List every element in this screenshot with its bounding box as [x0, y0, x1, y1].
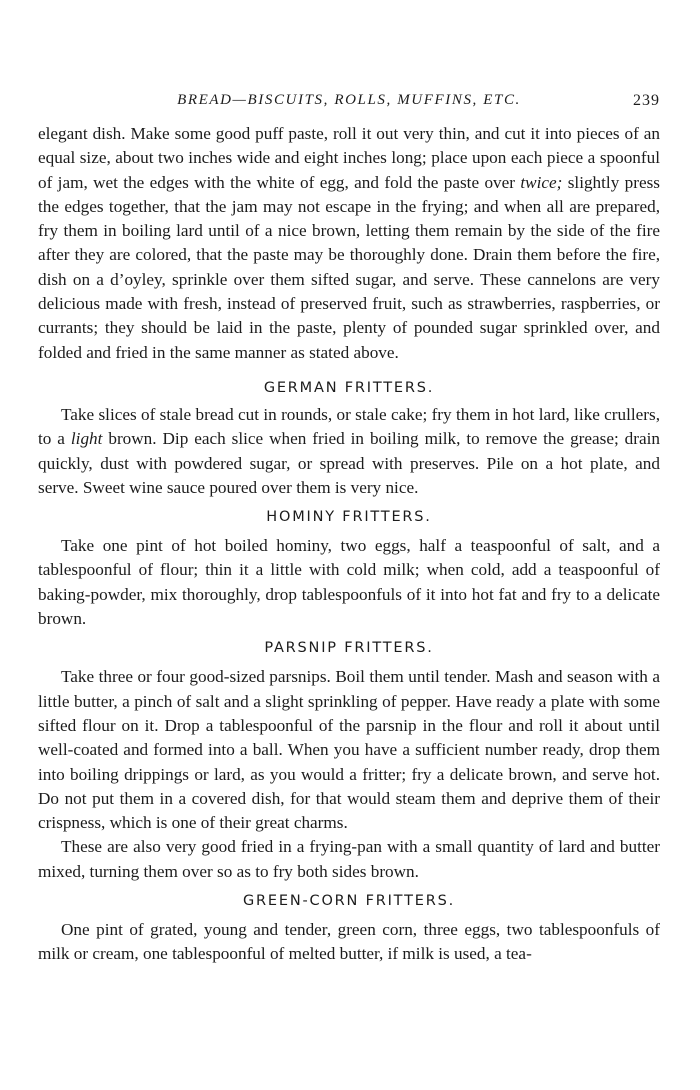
cannelons-emphasis: twice;: [520, 172, 563, 192]
cannelons-continuation-paragraph: [38, 122, 660, 365]
cannelons-text-part-1: elegant dish. Make some good puff paste, roll it out very thin, and cut it into pieces of an equal size, about two inches wide and eight inches long; place upon each piece a spoonful of jam, wet the edges with the white of egg, and fold the paste over: [38, 124, 660, 192]
green-corn-fritters-paragraph: One pint of grated, young and tender, green corn, three eggs, two tablespoonfuls of milk or cream, one tablespoonful of melted butter, if milk is used, a tea-: [38, 920, 660, 964]
german-emphasis: light: [70, 429, 103, 449]
parsnip-fritters-paragraph: Take three or four good-sized parsnips. Boil them until tender. Mash and season with a little butter, a pinch of salt and a slight sprinkling of pepper. Have ready a plate with some sifted flour on it. Drop a tablespoonful of the parsnip in the flour and roll it about until well-coated and formed into a ball. When you have a sufficient number ready, drop them into boiling drippings or lard, as you would a fritter; fry a delicate brown, and serve hot. Do not put them in a covered dish, for that would steam them and deprive them of their crispness, which is one of their great charms.: [38, 667, 660, 833]
german-fritters-paragraph: [38, 403, 660, 500]
running-head: BREAD—BISCUITS, ROLLS, MUFFINS, ETC.: [177, 92, 521, 108]
parsnip-fritters-note-paragraph: These are also very good fried in a frying-pan with a small quantity of lard and butter mixed, turning them over so as to fry both sides brown.: [38, 837, 660, 881]
green-corn-fritters-heading: GREEN-CORN FRITTERS.: [243, 893, 455, 910]
german-text-part-1: Take slices of stale bread cut in rounds, or stale cake; fry them in hot lard, like crullers, to a: [38, 404, 660, 449]
page-body: [38, 122, 660, 967]
page-number: 239: [633, 92, 660, 109]
hominy-fritters-paragraph: Take one pint of hot boiled hominy, two eggs, half a teaspoonful of salt, and a tablespoonful of flour; thin it a little with cold milk; when cold, add a teaspoonful of baking-powder, mix thoroughly, drop tablespoonfuls of it into hot fat and fry to a delicate brown.: [38, 536, 660, 629]
page-header: [38, 92, 660, 116]
parsnip-fritters-heading: PARSNIP FRITTERS.: [264, 640, 434, 657]
cannelons-text-part-2: slightly press the edges together, that the jam may not escape in the frying; and when all are prepared, fry them in boiling lard until of a nice brown, letting them remain by the side of the fire after they are colored, that the paste may be thoroughly done. Drain them before the fire, dish on a d’oyley, sprinkle over them sifted sugar, and serve. These cannelons are very delicious made with fresh, instead of preserved fruit, such as strawberries, raspberries, or currants; they should be laid in the paste, plenty of pounded sugar sprinkled over, and folded and fried in the same manner as stated above.: [38, 172, 660, 362]
german-fritters-heading: GERMAN FRITTERS.: [263, 379, 435, 396]
german-text-part-2: brown. Dip each slice when fried in boiling milk, to remove the grease; drain quickly, dust with powdered sugar, or spread with preserves. Pile on a hot plate, and serve. Sweet wine sauce poured over them is very nice.: [38, 429, 660, 497]
hominy-fritters-heading: HOMINY FRITTERS.: [266, 509, 432, 526]
